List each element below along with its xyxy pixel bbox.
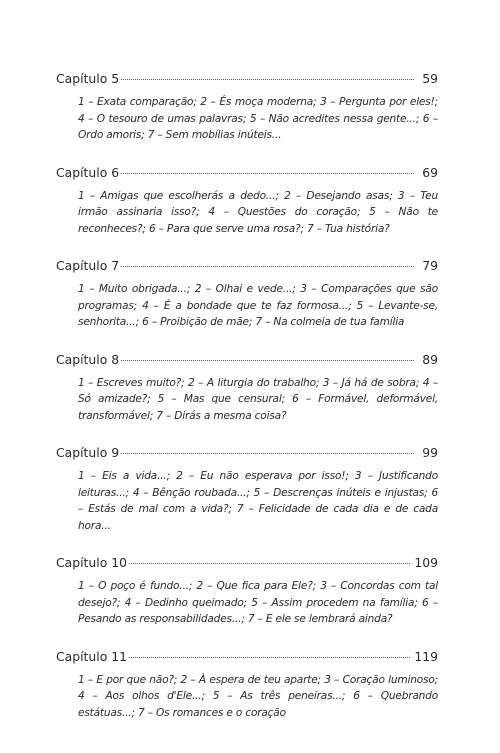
chapter-title[interactable]: Capítulo 10 [56,555,127,570]
toc-entry-chapter-9 [56,444,438,534]
toc-entry-chapter-11 [56,648,438,722]
chapter-title[interactable]: Capítulo 6 [56,164,120,180]
chapter-sections: 1 – Muito obrigada...; 2 – Olhai e vede...; 3 – Comparações que são programas; 4 – É a bondade que te faz formosa...; 5 – Levante-se, senhorita...; 6 – Proibição de mãe; 7 – Na colmeia de tua família [78,283,438,328]
chapter-heading-line [56,554,438,571]
chapter-heading-line [56,257,438,274]
page-number[interactable]: 79 [422,258,438,273]
page-number[interactable]: 119 [414,648,438,664]
dot-leader [129,562,410,564]
chapter-heading-line [56,351,438,368]
page-number[interactable]: 59 [422,71,438,86]
dot-leader [121,452,414,454]
toc-entry-chapter-7 [56,257,438,331]
dot-leader [121,78,414,80]
chapter-sections: 1 – E por que não?; 2 – À espera de teu aparte; 3 – Coração luminoso; 4 – Aos olhos d'Ele...; 5 – As três peneiras...; 6 – Quebrando estátuas...; 7 – Os romances e o coração [78,673,438,719]
dot-leader [121,265,414,267]
toc-entry-chapter-8 [56,351,438,425]
chapter-title[interactable]: Capítulo 11 [56,648,127,664]
chapter-title[interactable]: Capítulo 8 [56,351,120,367]
page-number[interactable]: 99 [422,445,438,460]
page-number[interactable]: 89 [422,351,438,367]
toc-entry-chapter-10 [56,554,438,628]
table-of-contents [56,70,438,741]
chapter-sections: 1 – O poço é fundo...; 2 – Que fica para Ele?; 3 – Concordas com tal desejo?; 4 – Dedinho queimado; 5 – Assim procedem na família; 6 – Pesando as responsabilidades...; 7 – E ele se lembrará ainda? [78,580,438,625]
toc-entry-chapter-5 [56,70,438,144]
chapter-sections: 1 – Escreves muito?; 2 – A liturgia do trabalho; 3 – Já há de sobra; 4 – Só amizade?; 5 – Mas que censural; 6 – Formável, deformável, transformável; 7 – Dirás a mesma coisa? [78,376,438,422]
chapter-sections: 1 – Exata comparação; 2 – És moça moderna; 3 – Pergunta por eles!; 4 – O tesouro de umas palavras; 5 – Não acredites nessa gente...; 6 – Ordo amoris; 7 – Sem mobílias inúteis... [78,96,438,141]
page-number[interactable]: 69 [422,164,438,180]
dot-leader [129,656,410,658]
chapter-title[interactable]: Capítulo 5 [56,71,120,86]
chapter-heading-line [56,70,438,87]
chapter-title[interactable]: Capítulo 7 [56,258,120,273]
chapter-heading-line [56,444,438,461]
toc-entry-chapter-6 [56,164,438,238]
page-number[interactable]: 109 [414,555,438,570]
chapter-sections: 1 – Eis a vida...; 2 – Eu não esperava por isso!; 3 – Justificando leituras...; 4 – Bênção roubada...; 5 – Descrenças inúteis e injustas; 6 – Estás de mal com a vida?; 7 – Felicidade de cada dia e de cada hora... [78,470,438,532]
chapter-heading-line [56,648,438,665]
chapter-sections: 1 – Amigas que escolherás a dedo...; 2 – Desejando asas; 3 – Teu irmão assinaria isso?; 4 – Questões do coração; 5 – Não te reconheces?; 6 – Para que serve uma rosa?; 7 – Tua história? [78,189,438,235]
dot-leader [121,172,414,174]
chapter-heading-line [56,164,438,181]
dot-leader [121,359,414,361]
chapter-title[interactable]: Capítulo 9 [56,445,120,460]
